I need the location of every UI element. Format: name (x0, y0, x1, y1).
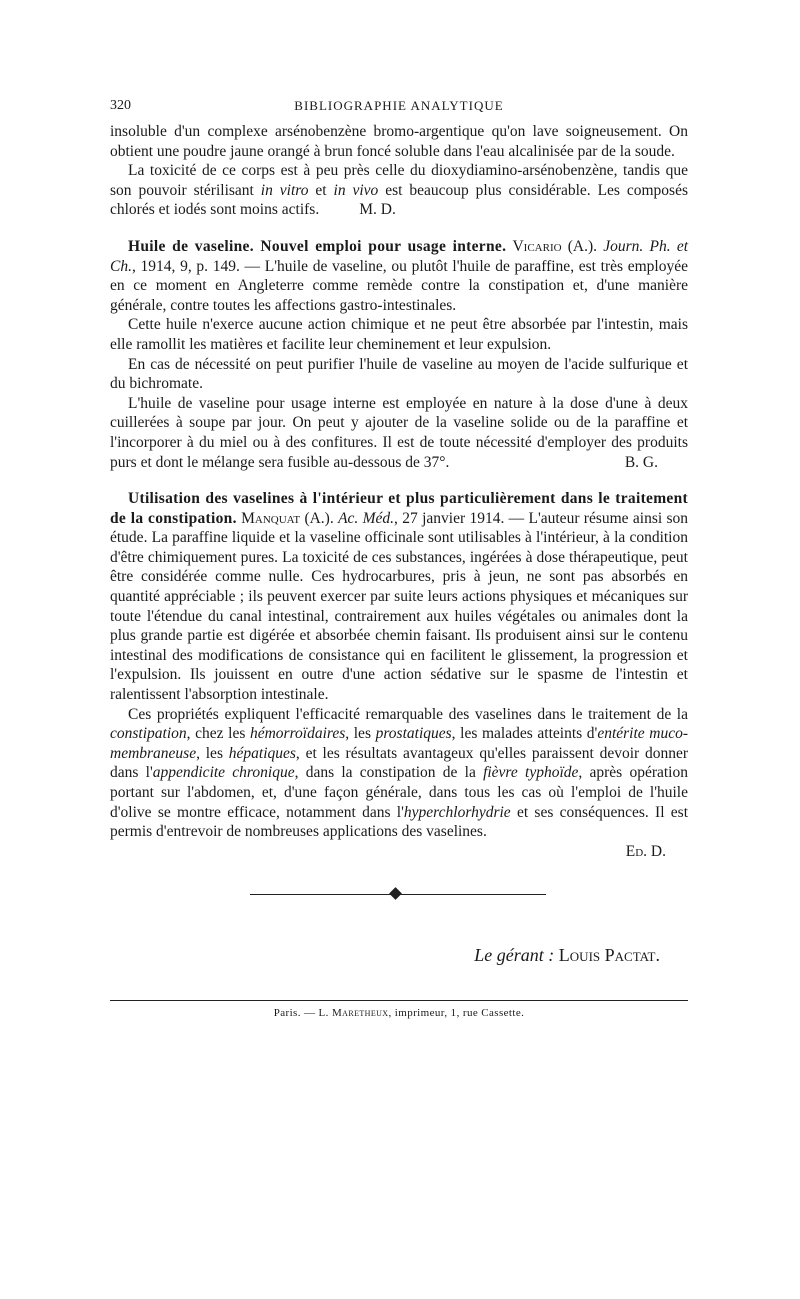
printer-imprint: Paris. — L. Maretheux, imprimeur, 1, rue Cassette. (273, 1007, 525, 1020)
article-author: Manquat (A.). (241, 509, 334, 527)
diamond-ornament-icon (389, 888, 402, 901)
article-title: Utilisation des vaselines à l'intérieur et plus particulièrement dans le traitement de la constipation. (110, 490, 688, 527)
article-journal: Journ. Ph. et Ch. (110, 237, 689, 275)
article-journal: Ac. Méd. (338, 509, 395, 527)
gerant-label: Le gérant : (474, 945, 555, 966)
article-title: Huile de vaseline. Nouvel emploi pour usage interne. (128, 237, 507, 255)
article-vaselines-lead: Utilisation des vaselines à l'intérieur et plus particulièrement dans le traitement de la constipation. Manquat (A.). Ac. Méd., 27 janvier 1914. — L'auteur résume ainsi son étude. La paraffine liquide et la vaseline officinale sont utilisables à l'intérieur, à la condition d'être chimiquement pures. La toxicité de ces substances, ingérées à dose thérapeutique, peut être considérée comme nulle. Ces hydrocarbures, pris à jeun, ne sont pas absorbés en quantité appréciable ; ils peuvent exercer par suite leurs actions physiques et mécaniques sur toute l'étendue du canal intestinal, contrairement aux huiles végétales ou animales dont la plus grande partie est digérée et absorbée chemin faisant. Ils produisent ainsi sur le contenu intestinal des modifications de consistance qui en facilitent le glissement, la progression et l'expulsion. Ils jouissent en outre d'une action sédative sur le spasme de l'intestin et ralentissent l'absorption intestinale. (110, 490, 689, 704)
article-paragraph: Ces propriétés expliquent l'efficacité remarquable des vaselines dans le traitement de la constipation, chez les hémorroïdaires, les prostatiques, les malades atteints d'entérite muco-membraneuse, les hépatiques, et les résultats avantageux qu'elles paraissent devoir donner dans l'appendicite chronique, dans la constipation de la fièvre typhoïde, après opération portant sur l'abdomen, et, d'une façon générale, dans tous les cas où l'emploi de l'huile d'olive se montre efficace, notamment dans l'hyperchlorhydrie et ses conséquences. Il est permis d'entrevoir de nombreuses applications des vaselines. (110, 705, 689, 841)
signature: B. G. (624, 453, 658, 471)
signature: Ed. D. (625, 842, 666, 860)
running-title: BIBLIOGRAPHIE ANALYTIQUE (294, 98, 504, 113)
article-continuation-paragraph: insoluble d'un complexe arsénobenzène bromo-argentique qu'on lave soigneusement. On obtient une poudre jaune orangé à brun foncé soluble dans l'eau alcalinisée par de la soude. (110, 123, 688, 160)
article-paragraph: En cas de nécessité on peut purifier l'huile de vaseline au moyen de l'acide sulfurique et du bichromate. (110, 355, 688, 393)
gerant-line (110, 945, 688, 966)
article-vaseline-lead: Huile de vaseline. Nouvel emploi pour usage interne. Vicario (A.). Journ. Ph. et Ch., 1914, 9, p. 149. — L'huile de vaseline, ou plutôt l'huile de paraffine, est très employée en ce moment en Angleterre comme remède contre la constipation et, d'une manière générale, contre toutes les affections gastro-intestinales. (110, 237, 689, 314)
running-header (110, 98, 688, 122)
footer-rule (110, 1000, 688, 1001)
page-number: 320 (110, 98, 131, 113)
article-continuation-paragraph-2: La toxicité de ce corps est à peu près celle du dioxydiamino-arsénobenzène, tandis que son pouvoir stérilisant in vitro et in vivo est beaucoup plus considérable. Les composés chlorés et iodés sont moins actifs. M. D. (110, 162, 688, 219)
page (110, 98, 688, 1019)
gerant-name: Louis Pactat. (558, 945, 660, 966)
section-separator (110, 885, 688, 905)
article-author: Vicario (A.). (512, 237, 598, 255)
signature: M. D. (359, 201, 396, 219)
article-paragraph: Cette huile n'exerce aucune action chimique et ne peut être absorbée par l'intestin, mais elle ramollit les matières et facilite leur cheminement et leur expulsion. (110, 316, 688, 353)
article-paragraph: L'huile de vaseline pour usage interne est employée en nature à la dose d'une à deux cuillerées à soupe par jour. On peut y ajouter de la vaseline solide ou de la paraffine et l'incorporer à du miel ou à des confitures. Il est de toute nécessité d'employer des produits purs et dont le mélange sera fusible au-dessous de 37°. B. G. (110, 394, 688, 471)
